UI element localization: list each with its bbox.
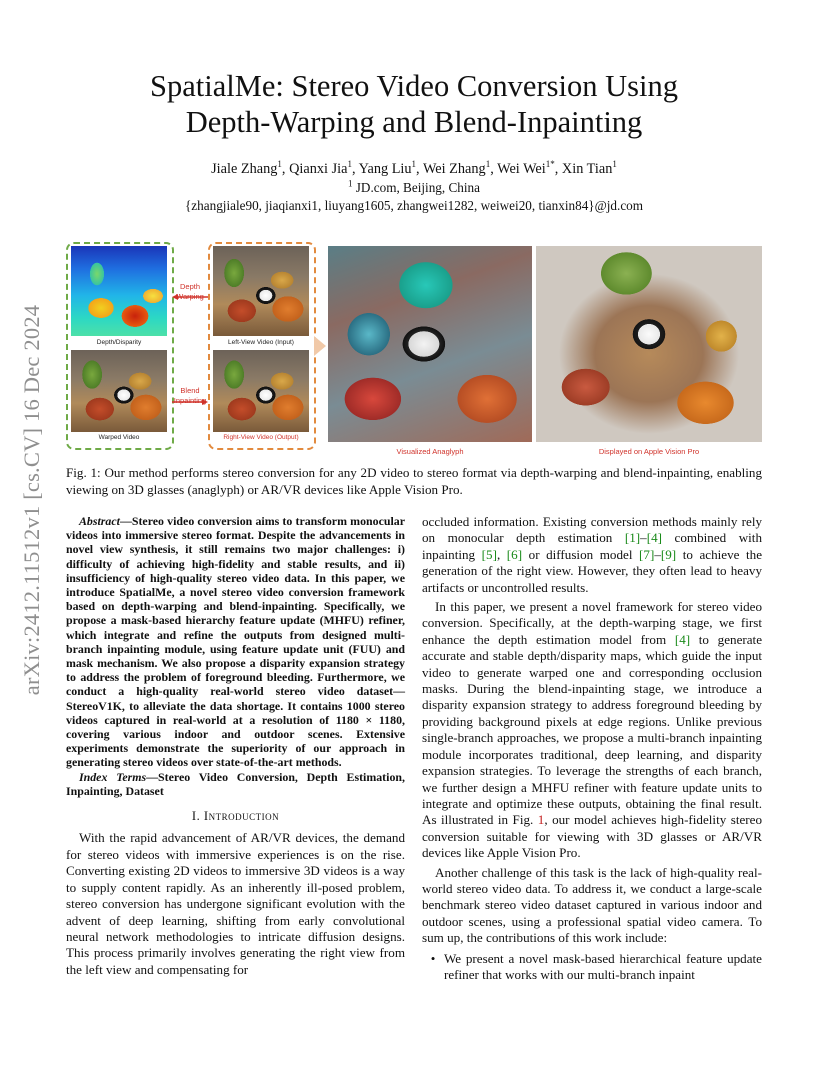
vision-pro-label: Displayed on Apple Vision Pro bbox=[598, 447, 700, 456]
author-emails: {zhangjiale90, jiaqianxi1, liuyang1605, zhangwei1282, weiwei20, tianxin84}@jd.com bbox=[184, 198, 644, 213]
arxiv-stamp bbox=[8, 240, 56, 760]
right-column bbox=[422, 514, 762, 983]
anaglyph-image bbox=[328, 246, 532, 442]
left-column bbox=[66, 514, 405, 978]
intro-paragraph-2: In this paper, we present a novel framework for stereo video conversion. Specifically, at the depth-warping stage, we first enhance the depth estimation model from [4] to generate accurate and stable depth/disparity maps, which guide the input video to generate warped one and corresponding occlusion masks. During the blend-inpainting stage, we introduce a disparity expansion strategy to address foreground bleeding by providing background pixels at edge regions. Unlike previous single-branch approaches, we propose a multi-branch inpainting module incorporates traditional, deep learning, and disparity expansion strategies. To leverage the strengths of each branch, we further design a MHFU refiner with feature update units to integrate and optimize these outputs, obtaining the final result. As illustrated in Fig. 1, our model achieves high-fidelity stereo conversion suitable for viewing with 3D glasses or AR/VR devices like Apple Vision Pro. bbox=[422, 599, 763, 861]
figure-1 bbox=[66, 238, 762, 460]
citation-link[interactable]: [9] bbox=[660, 546, 677, 562]
abstract: Abstract—Stereo video conversion aims to transform monocular videos into immersive stereo format. Despite the advancements in novel view synthesis, it still remains two major challenges: i) difficulty of achieving high-fidelity and stable results, and ii) insufficiency of high-quality stereo video data. In this paper, we introduce SpatialMe, a novel stereo video conversion framework based on depth-warping and blend-inpainting. Specifically, we propose a mask-based hierarchy feature update (MHFU) refiner, which integrate and refine the outputs from designed multi-branch inpainting module, using feature update unit (FUU) and mask mechanism. We also propose a disparity expansion strategy to address the problem of foreground bleeding. Furthermore, we conduct a high-quality real-world stereo video dataset—StereoV1K, to alleviate the data shortage. It contains 1000 stereo videos captured in real-world at a resolution of 1180 × 1180, covering various indoor and outdoor scenes. Extensive experiments demonstrate the superiority of our approach in generating stereo videos over state-of-the-art methods. bbox=[66, 514, 405, 770]
author: Jiale Zhang$^1$, bbox=[211, 159, 290, 177]
title-line-2: Depth-Warping and Blend-Inpainting bbox=[185, 105, 643, 139]
depth-label: Depth/Disparity bbox=[96, 339, 142, 346]
left-view-label: Left-View Video (Input) bbox=[228, 339, 294, 346]
author: Wei Wei$^{1*}$, bbox=[497, 159, 562, 177]
left-view-image bbox=[213, 246, 309, 336]
vision-pro-image bbox=[536, 246, 762, 442]
intro-paragraph-continued: occluded information. Existing conversion methods mainly rely on monocular depth estimation [1]–[4] combined with inpainting [5], [6] or diffusion model [7]–[9] to achieve the generation of the right view. However, they often lead to heavy artifacts or uncontrolled results. bbox=[422, 514, 763, 595]
depth-map-image bbox=[71, 246, 167, 336]
citation-link[interactable]: [7] bbox=[639, 546, 655, 562]
paper-title bbox=[80, 68, 748, 140]
blend-inpainting-label: Blend Inpainting bbox=[173, 386, 207, 405]
index-terms: Index Terms—Stereo Video Conversion, Depth Estimation, Inpainting, Dataset bbox=[66, 769, 405, 798]
intro-paragraph-1: With the rapid advancement of AR/VR devices, the demand for stereo videos with immersive experiences is on the rise. Converting existing 2D videos to immersive 3D videos is a way to supply content rapidly. As an inherently ill-posed problem, stereo conversion has undergone significant evolution with the advent of deep learning, shifting from early convolutional neural network methodologies to intricate diffusion designs. This process primarily involves generating the right view from the left view and compensating for bbox=[66, 830, 405, 977]
author: Wei Zhang$^1$, bbox=[422, 159, 498, 177]
citation-link[interactable]: [6] bbox=[506, 546, 523, 562]
citation-link[interactable]: [4] bbox=[674, 631, 691, 647]
contribution-bullet bbox=[422, 951, 762, 984]
right-view-label: Right-View Video (Output) bbox=[223, 434, 299, 441]
figure-reference-link[interactable]: 1 bbox=[537, 812, 545, 828]
title-line-1: SpatialMe: Stereo Video Conversion Using bbox=[150, 69, 678, 103]
citation-link[interactable]: [4] bbox=[646, 530, 662, 546]
citation-link[interactable]: [1] bbox=[624, 530, 641, 546]
depth-warping-label: Depth Warping bbox=[176, 282, 204, 301]
affiliation: $^1$ JD.com, Beijing, China bbox=[348, 178, 480, 195]
chevron-right-icon bbox=[312, 334, 328, 358]
bullet-text: We present a novel mask-based hierarchical feature update refiner that works with our multi-branch inpaint bbox=[444, 950, 762, 982]
author: Xin Tian$^1$ bbox=[561, 159, 617, 177]
warped-video-image bbox=[71, 350, 167, 432]
author-list bbox=[80, 161, 748, 178]
right-view-image bbox=[213, 350, 309, 432]
intro-paragraph-3: Another challenge of this task is the lack of high-quality real-world stereo video data. To address it, we conduct a large-scale benchmark stereo video dataset captured in various indoor and outdoor scenes, using a professional spatial video camera. To sum up, the contributions of this work include: bbox=[422, 864, 762, 946]
author: Qianxi Jia$^1$, bbox=[289, 159, 359, 177]
author: Yang Liu$^1$, bbox=[358, 159, 423, 177]
figure-caption: Fig. 1: Our method performs stereo conversion for any 2D video to stereo format via depth-warping and blend-inpainting, enabling viewing on 3D glasses (anaglyph) or AR/VR devices like Apple Vision Pro. bbox=[66, 465, 762, 497]
anaglyph-label: Visualized Anaglyph bbox=[396, 447, 464, 456]
citation-link[interactable]: [5] bbox=[481, 546, 497, 562]
section-heading-introduction: I. Introduction bbox=[191, 809, 280, 824]
arxiv-identifier[interactable]: arXiv:2412.11512v1 [cs.CV] 16 Dec 2024 bbox=[19, 304, 44, 696]
bullet-icon: • bbox=[430, 950, 436, 966]
warped-label: Warped Video bbox=[98, 434, 140, 441]
